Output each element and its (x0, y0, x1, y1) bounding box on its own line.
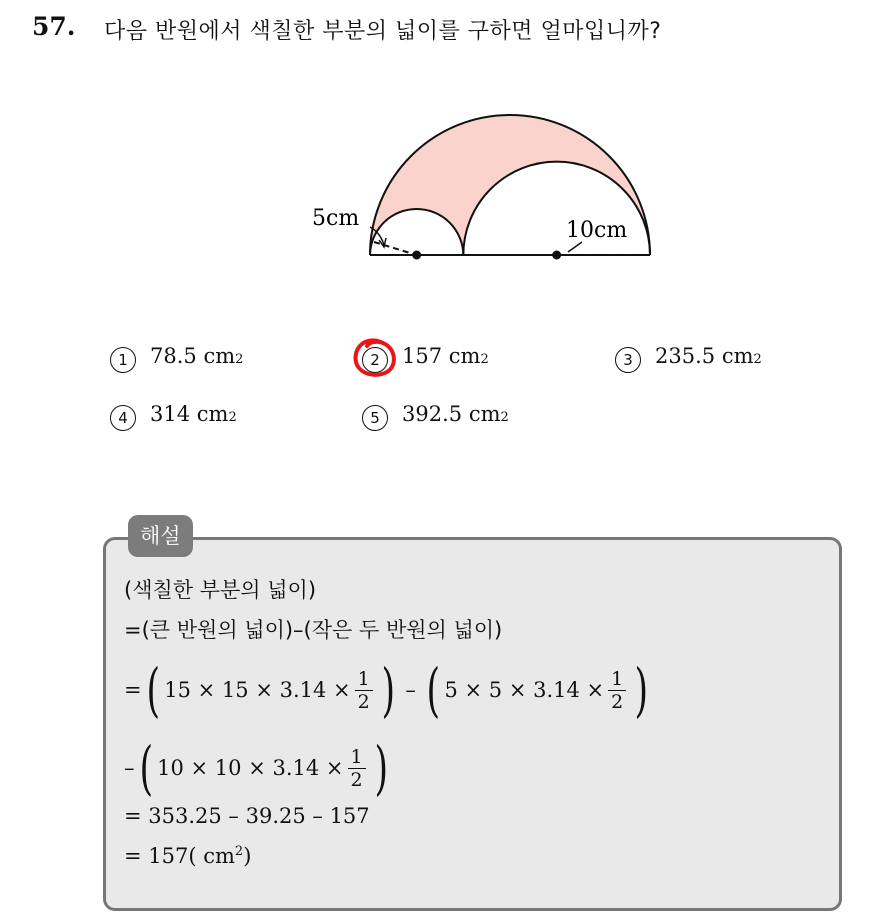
question-text: 다음 반원에서 색칠한 부분의 넓이를 구하면 얼마입니까? (104, 19, 662, 44)
eq3-open-paren-a: ( (146, 656, 160, 724)
eq6-exp: 2 (234, 844, 244, 859)
eq4-fraction-num: 1 (348, 746, 366, 769)
eq3-term-a: 15 × 15 × 3.14 × (164, 678, 351, 702)
solution-line-5: = 353.25 – 39.25 – 157 (124, 804, 370, 828)
choice-1-value: 78.5 (150, 344, 197, 368)
choice-4[interactable] (110, 402, 237, 429)
eq3-fraction-b (608, 668, 626, 713)
choice-2-unit: cm (448, 344, 481, 368)
eq3-fraction-a (355, 668, 373, 713)
label-10cm: 10cm (566, 218, 628, 243)
solution-line-6 (124, 844, 251, 868)
eq6-text: = 157( cm (124, 844, 235, 868)
semicircle-figure (300, 100, 680, 280)
eq3-fraction-b-num: 1 (608, 668, 626, 691)
choice-1[interactable] (110, 344, 243, 371)
eq3-term-b: 5 × 5 × 3.14 × (444, 678, 605, 702)
eq4-fraction-den: 2 (350, 768, 363, 791)
choice-2-value: 157 (402, 344, 443, 368)
eq4-close-paren: ) (374, 734, 388, 802)
choice-3-exp: 2 (753, 352, 762, 367)
eq4-open-paren: ( (139, 734, 153, 802)
eq3-fraction-a-num: 1 (355, 668, 373, 691)
eq3-fraction-b-den: 2 (611, 690, 624, 713)
eq4-fraction (348, 746, 366, 791)
choice-5-unit: cm (468, 402, 501, 426)
choice-5-mark: 5 (362, 405, 388, 431)
choice-1-exp: 2 (235, 352, 244, 367)
question-number: 57. (32, 12, 76, 41)
choice-3-value: 235.5 (655, 344, 716, 368)
label-5cm: 5cm (312, 206, 360, 231)
choice-3-unit: cm (721, 344, 754, 368)
eq3-close-paren-b: ) (634, 656, 649, 724)
choice-3[interactable] (615, 344, 762, 371)
choice-1-mark: 1 (110, 347, 136, 373)
answer-circle-mark (351, 336, 399, 380)
eq4-term: 10 × 10 × 3.14 × (157, 756, 344, 780)
solution-line-3 (124, 650, 653, 730)
choice-5[interactable] (362, 402, 509, 429)
choice-5-value: 392.5 (402, 402, 463, 426)
eq4-prefix: – (124, 756, 135, 780)
eq6-close: ) (243, 844, 252, 868)
small-radius-dashed (374, 242, 417, 255)
choice-4-unit: cm (196, 402, 229, 426)
choice-2-exp: 2 (480, 352, 489, 367)
solution-line-1: (색칠한 부분의 넓이) (124, 578, 317, 602)
eq3-minus: – (405, 678, 416, 702)
eq3-prefix: = (124, 678, 142, 702)
choice-4-value: 314 (150, 402, 191, 426)
solution-tag: 해설 (128, 515, 193, 557)
choice-4-exp: 2 (228, 410, 237, 425)
choice-5-exp: 2 (500, 410, 509, 425)
solution-line-4 (124, 728, 392, 808)
label-leader (568, 242, 582, 252)
eq3-open-paren-b: ( (426, 656, 440, 724)
choice-3-mark: 3 (615, 347, 641, 373)
solution-line-2: =(큰 반원의 넓이)–(작은 두 반원의 넓이) (124, 618, 503, 642)
choice-2-mark: 2 (362, 347, 388, 373)
choice-1-unit: cm (203, 344, 236, 368)
eq3-close-paren-a: ) (381, 656, 395, 724)
choice-4-mark: 4 (110, 405, 136, 431)
eq3-fraction-a-den: 2 (357, 690, 370, 713)
